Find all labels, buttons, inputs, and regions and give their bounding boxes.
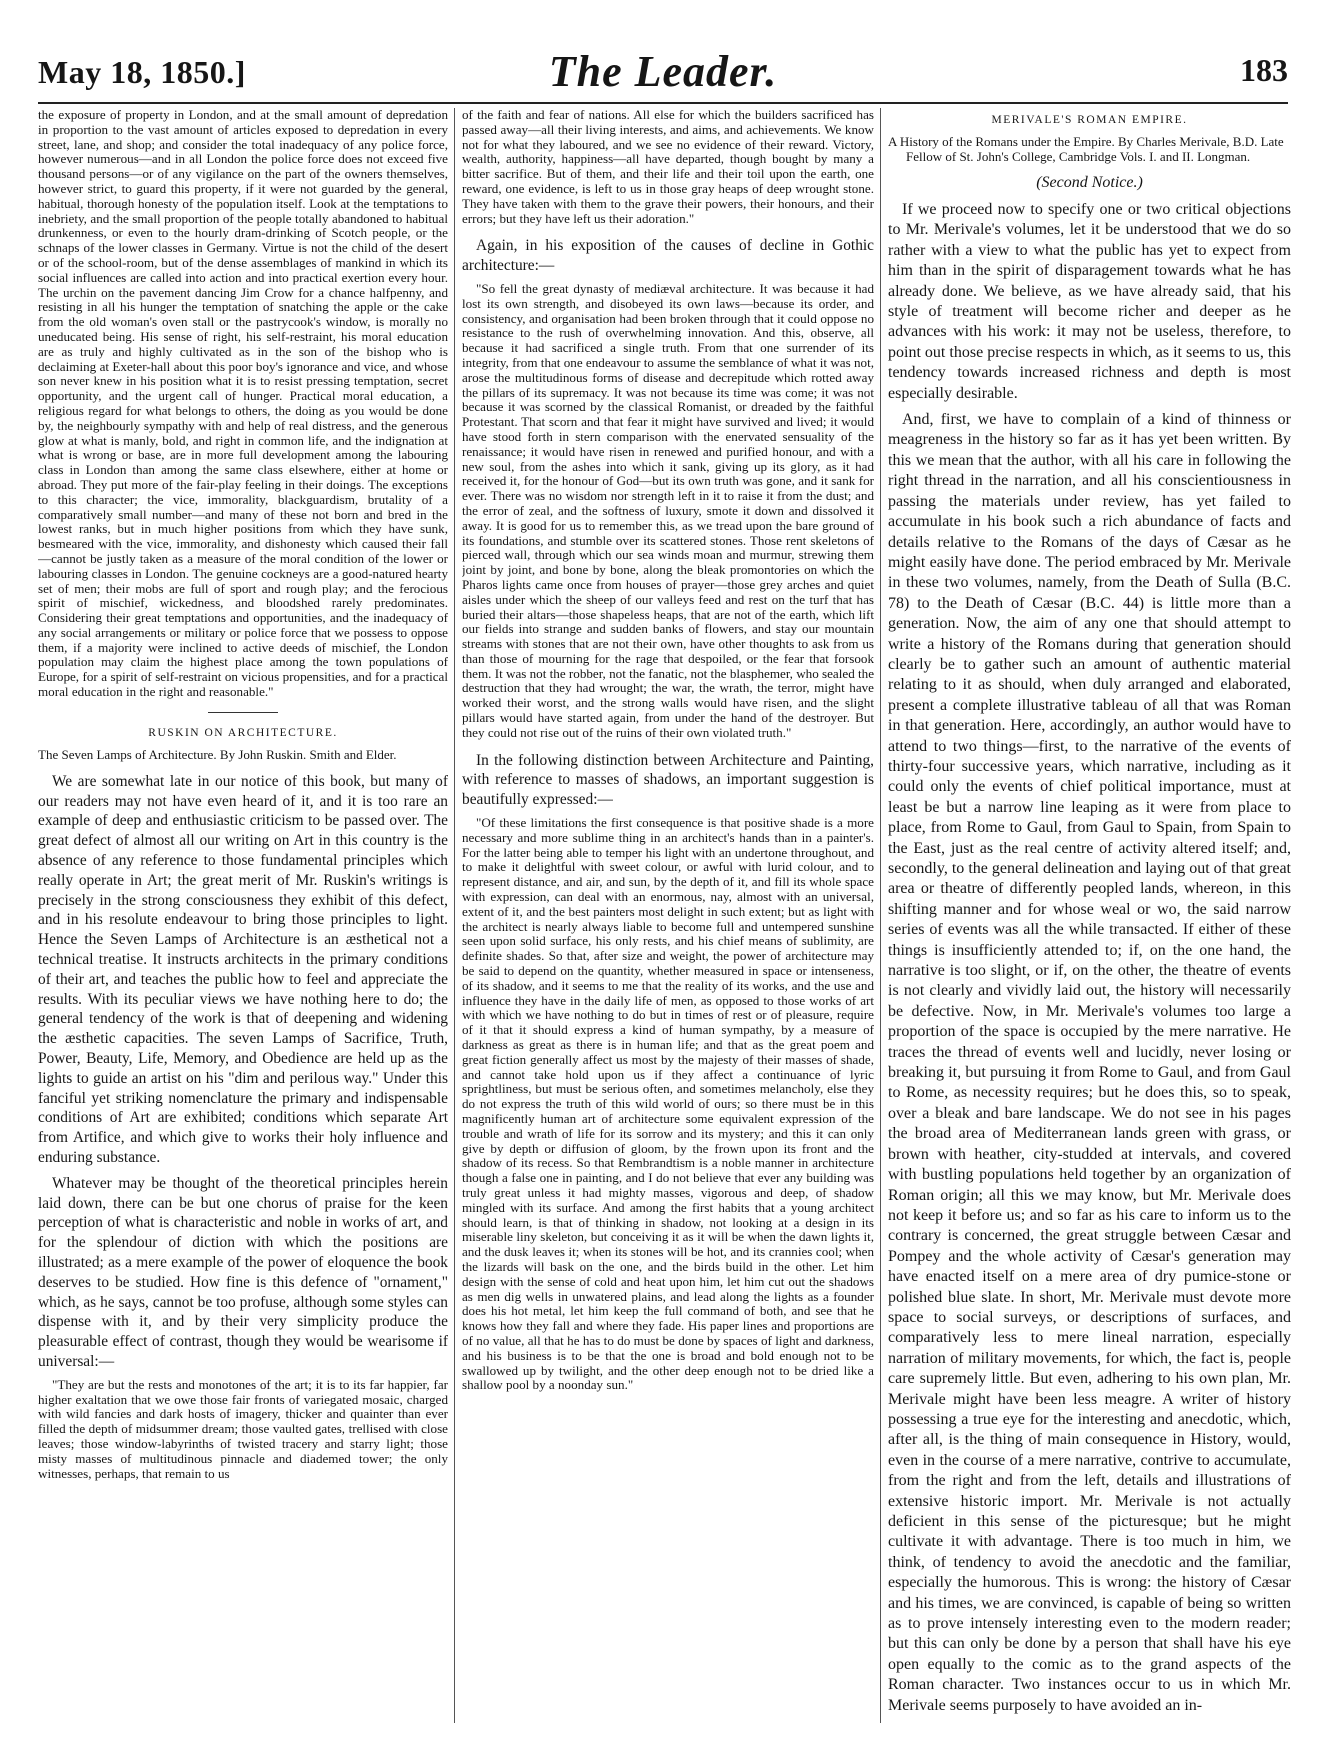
issue-date: May 18, 1850.]: [38, 54, 246, 90]
column-2: [462, 108, 874, 1728]
newspaper-title: The Leader.: [548, 47, 778, 96]
block-quote: "Of these limitations the first consequence is that positive shade is a more necessary and more sublime thing in an architect's hands than in a painter's. For the latter being able to temper his light with an undertone throughout, and to make it delightful with sweet colour, or awful with lurid colour, and to represent distance, and air, and sun, by the depth of it, and fill its whole space with expression, can deal with an enormous, nay, almost with an universal, extent of it, and the best painters most delight in such extent; but as light with the architect is nearly always liable to become full and untempered sunshine seen upon solid surface, his only rests, and his chief means of sublimity, are definite shades. So that, after size and weight, the power of architecture may be said to depend on the quantity, whether measured in space or intenseness, of its shadow, and it seems to me that the reality of its works, and the use and influence they have in the daily life of men, as opposed to those works of art with which we have nothing to do but in times of rest or of pleasure, require of it that it should express a kind of human sympathy, by a measure of darkness as great as there is in human life; and that as the great poem and great fiction generally affect us most by the majesty of their masses of shade, and cannot take hold upon us if they affect a continuance of lyric sprightliness, but must be serious often, and sometimes melancholy, else they do not express the truth of this wild world of ours; so there must be in this magnificently human art of architecture some equivalent expression of the trouble and wrath of life for its sorrow and its mystery; and this it can only give by depth or diffusion of gloom, by the frown upon its front and the shadow of its recess. So that Rembrandtism is a noble manner in architecture though a false one in painting, and I do not believe that ever any building was truly great unless it had mighty masses, vigorous and deep, of shadow mingled with its surface. And among the first habits that a young architect should learn, is that of thinking in shadow, not looking at a design in its miserable liny skeleton, but conceiving it as it will be when the dawn lights it, and the dusk leaves it; when its stones will be hot, and its crannies cool; when the lizards will bask on the one, and the birds build in the other. Let him design with the sense of cold and heat upon him, let him cut out the shadows as men dig wells in unwatered plains, and lead along the lights as a founder does his hot metal, let him keep the full command of both, and see that he knows how they fall and where they fade. His paper lines and proportions are of no value, all that he has to do must be done by spaces of light and darkness, and his business is to be that the one is broad and bold enough not to be swallowed up by twilight, and the other deep enough not to be dried like a shallow pool by a noonday sun.": [462, 815, 874, 1393]
article-paragraph: If we proceed now to specify one or two critical objections to Mr. Merivale's volumes, let it be understood that we do so rather with a view to what the public has yet to expect from him than in the spirit of disparagement towards what he has already done. We believe, as we have already said, that his style of treatment will become richer and deeper as he advances with his work: it may not be useless, therefore, to point out those precise respects in which, as it seems to us, this tendency towards increased richness and depth is most especially desirable.: [888, 201, 1291, 402]
block-quote: "They are but the rests and monotones of the art; it is to its far happier, far higher exaltation that we owe those fair fronts of variegated mosaic, charged with wild fancies and dark hosts of imagery, thicker and quainter than ever filled the depth of midsummer dream; those vaulted gates, trellised with close leaves; those window-labyrinths of twisted tracery and starry light; those misty masses of multitudinous pinnacle and diademed tower; the only witnesses, perhaps, that remain to us: [38, 1376, 448, 1481]
article-text: the exposure of property in London, and at the small amount of depredation in proportion to the vast amount of articles exposed to depredation in every street, lane, and shop; and consider the total inadequacy of any police force, however numerous—and in all London the police force does not exceed five thousand persons—or of any vigilance on the part of the owners themselves, however strict, to guard this property, if it were not guarded by the general, habitual, thorough honesty of the population itself. Look at the temptations to inebriety, and the small proportion of the people totally abandoned to habitual drunkenness, or even to the hourly dram-drinking of Scotch people, or the schnaps of the lower classes in Germany. Virtue is not the child of the desert or of the school-room, but of the dense assemblages of mankind in which its social influences are called into action and into practical exertion every hour. The urchin on the pavement dancing Jim Crow for a chance halfpenny, and resisting in all his hunger the temptation of snatching the apple or the cake from the old woman's oven stall or the pastrycook's window, is morally no uneducated being. His sense of right, his self-restraint, his moral education are as truly and highly cultivated as in the son of the bishop who is declaiming at Exeter-hall about this poor boy's ignorance and vice, and whose son never knew in his position what it is to resist pressing temptation, secret opportunity, and the urgent call of hunger. Practical moral education, a religious regard for what belongs to others, the doing as you would be done by, the neighbourly sympathy with and help of real distress, and the generous glow at what is manly, bold, and right in common life, and the indignation at what is wrong or base, are in more full development among the labouring class in London than among the same class elsewhere, either at home or abroad. They put more of the fair-play feeling in their doings. The exceptions to this character; the vice, immorality, blackguardism, brutality of a comparatively small number—and many of these not born and bred in the lowest ranks, but in much higher positions from which they have sunk, besmeared with the vice, immorality, and dishonesty which caused their fall—cannot be justly taken as a measure of the moral condition of the lower or labouring classes in London. The genuine cockneys are a good-natured hearty set of men; their mobs are full of sport and rough play; and the ferocious spirit of mischief, wickedness, and bloodshed rarely predominates. Considering their great temptations and opportunities, and the inadequacy of any social arrangements or military or police force that we possess to oppose them, if a majority were inclined to active deeds of mischief, the London population may claim the highest place among the town populations of Europe, for a spirit of self-restraint on vicious propensities, and for a practical moral education in the right and reasonable.": [38, 108, 448, 700]
article-paragraph: We are somewhat late in our notice of this book, but many of our readers may not have even heard of it, and it is too rare an example of deep and enthusiastic criticism to be passed over. The great defect of almost all our writing on Art in this country is the absence of any reference to those fundamental principles which really operate in Art; the great merit of Mr. Ruskin's writings is precisely in the strong consciousness they exhibit of this defect, and in his resolute endeavour to bring those principles to light. Hence the Seven Lamps of Architecture is an æsthetical not a technical treatise. It instructs architects in the primary conditions of their art, and teaches the public how to feel and appreciate the results. With its peculiar views we have nothing here to do; the general tendency of the work is that of deepening and widening the æsthetic capacities. The seven Lamps of Sacrifice, Truth, Power, Beauty, Life, Memory, and Obedience are held up as the lights to guide an artist on his "dim and perilous way." Under this fanciful yet striking nomenclature the primary and indispensable conditions of Art are exhibited; conditions which separate Art from Artifice, and which give to works their holy influence and enduring substance.: [38, 772, 448, 1167]
column-3: [888, 108, 1291, 1728]
article-paragraph: Whatever may be thought of the theoretical principles herein laid down, there can be but one chorus of praise for the keen perception of what is characteristic and noble in works of art, and for the splendour of diction with which the positions are illustrated; as a mere example of the power of eloquence the book deserves to be studied. How fine is this defence of "ornament," which, as he says, cannot be too profuse, although some styles can dispense with it, and by their very simplicity produce the pleasurable effect of contrast, though they would be wearisome if universal:—: [38, 1174, 448, 1370]
article-heading: MERIVALE'S ROMAN EMPIRE.: [991, 114, 1188, 126]
block-quote: "So fell the great dynasty of mediæval architecture. It was because it had lost its own strength, and disobeyed its own laws—because its order, and consistency, and organisation had been broken through that it could oppose no resistance to the rush of overwhelming innovation. And this, observe, all because it had sacrificed a single truth. From that one surrender of its integrity, from that one endeavour to assume the semblance of what it was not, arose the multitudinous forms of disease and decrepitude which rotted away the pillars of its supremacy. It was not because its time was come; it was not because it was scorned by the classical Romanist, or dreaded by the faithful Protestant. That scorn and that fear it might have survived and lived; it would have stood forth in stern comparison with the enervated sensuality of the renaissance; it would have risen in renewed and purified honour, and with a new soul, from the ashes into which it sank, giving up its glory, as it had received it, for the honour of God—but its own truth was gone, and it sank for ever. There was no wisdom nor strength left in it to raise it from the dust; and the error of zeal, and the softness of luxury, smote it down and dissolved it away. It is good for us to remember this, as we tread upon the bare ground of its foundations, and stumble over its scattered stones. Those rent skeletons of pierced wall, through which our sea winds moan and murmur, strewing them joint by joint, and bone by bone, along the bleak promontories on which the Pharos lights came once from houses of prayer—those grey arches and quiet aisles under which the sheep of our valleys feed and rest on the turf that has buried their altars—those shapeless heaps, that are not of the earth, which lift our fields into strange and sudden banks of flowers, and stay our mountain streams with stones that are not their own, have other thoughts to ask from us than those of mourning for the rage that despoiled, or the fear that forsook them. It was not the robber, not the fanatic, not the blasphemer, who sealed the destruction that they had wrought; the war, the wrath, the terror, might have worked their worst, and the strong walls would have risen, and the slight pillars would have started again, from under the hand of the destroyer. But they could not rise out of the ruins of their own violated truth.": [462, 280, 874, 740]
masthead-rule: [38, 102, 1288, 104]
book-citation: The Seven Lamps of Architecture. By John Ruskin. Smith and Elder.: [38, 746, 397, 762]
article-paragraph: In the following distinction between Architecture and Painting, with reference to masses of shadows, an important suggestion is beautifully expressed:—: [462, 751, 874, 809]
column-divider: [454, 108, 455, 1723]
masthead: [38, 44, 1288, 104]
column-1: [38, 108, 448, 1728]
section-rule: [208, 712, 278, 713]
notice-label: (Second Notice.): [1036, 174, 1143, 191]
article-paragraph: Again, in his exposition of the causes of decline in Gothic architecture:—: [462, 237, 874, 275]
block-quote: of the faith and fear of nations. All else for which the builders sacrificed has passed away—all their living interests, and aims, and achievements. We know not for what they laboured, and we see no evidence of their reward. Victory, wealth, authority, happiness—all have departed, though bought by many a bitter sacrifice. But of them, and their life and their toil upon the earth, one reward, one evidence, is left to us in those gray heaps of deep wrought stone. They have taken with them to the grave their powers, their honours, and their errors; but they have left us their adoration.": [462, 108, 874, 226]
book-citation: A History of the Romans under the Empire. By Charles Merivale, B.D. Late Fellow of St. John's College, Cambridge Vols. I. and II. Longman.: [888, 134, 1284, 164]
article-heading: RUSKIN ON ARCHITECTURE.: [148, 726, 338, 739]
page-number: 183: [1240, 52, 1288, 88]
column-divider: [880, 108, 881, 1723]
article-paragraph: And, first, we have to complain of a kind of thinness or meagreness in the history so far as it has yet been written. By this we mean that the author, with all his care in following the right thread in the narration, and all his conscientiousness in passing the materials under review, has yet failed to accumulate in his book such a rich abundance of facts and details relative to the Romans of the days of Cæsar as he might easily have done. The period embraced by Mr. Merivale in these two volumes, namely, from the Death of Sulla (B.C. 78) to the Death of Cæsar (B.C. 44) is little more than a generation. Now, the aim of any one that should attempt to write a history of the Romans during that generation should clearly be to gather such an amount of authentic material relating to it as should, when duly arranged and elaborated, present a complete illustrative tableau of all that was Roman in that generation. Here, accordingly, an author would have to attend to two things—first, to the narrative of the events of thirty-four successive years, which narrative, including as it could only the events of chief political importance, must at least be but a narrow line leaping as it were from place to place, from Rome to Gaul, from Gaul to Spain, from Spain to the East, just as the real centre of activity altered itself; and, secondly, to the general delineation and laying out of that great area or theatre of differently peopled lands, whereon, in this shifting manner and for whose weal or wo, the said narrow series of events was all the while transacted. If either of these things is insufficiently attended to; if, on the one hand, the narrative is too slight, or if, on the other, the theatre of events is not clearly and vividly laid out, the history will necessarily be defective. Now, in Mr. Merivale's volumes too large a proportion of the space is occupied by the mere narrative. He traces the thread of events well and lucidly, never losing or breaking it, but pursuing it from Rome to Gaul, and from Gaul to Rome, as necessity requires; but he does this, so to speak, over a bleak and bare landscape. We do not see in his pages the broad area of Mediterranean lands green with grass, or brown with heather, city-studded at intervals, and covered with bustling populations held together by an organization of Roman origin; all this we may know, but Mr. Merivale does not keep it before us; and so far as his care to inform us to the contrary is concerned, the great struggle between Cæsar and Pompey and the whole activity of Cæsar's generation may have enacted itself on a mere area of dry pumice-stone or polished blue slate. In short, Mr. Merivale must devote more space to social surveys, or descriptions of surfaces, and comparatively less to mere lineal narration, especially narration of military movements, for which, the fact is, people care supremely little. But even, adhering to his own plan, Mr. Merivale might have been less meagre. A writer of history possessing a true eye for the interesting and anecdotic, which, after all, is the thing of main consequence in History, would, even in the course of a mere narrative, contrive to accumulate, from the right and from the left, details and illustrations of extensive historic import. Mr. Merivale is not actually deficient in this sense of the picturesque; but he might cultivate it with advantage. There is too much in him, we think, of tendency to avoid the anecdotic and the familiar, especially the humorous. This is wrong: the history of Cæsar and his times, we are convinced, is capable of being so written as to prove intensely interesting even to the modern reader; but this can only be done by a person that shall have his eye open equally to the comic as to the grand aspects of the Roman character. Two instances occur to us in which Mr. Merivale seems purposely to have avoided an in-: [888, 411, 1291, 1714]
